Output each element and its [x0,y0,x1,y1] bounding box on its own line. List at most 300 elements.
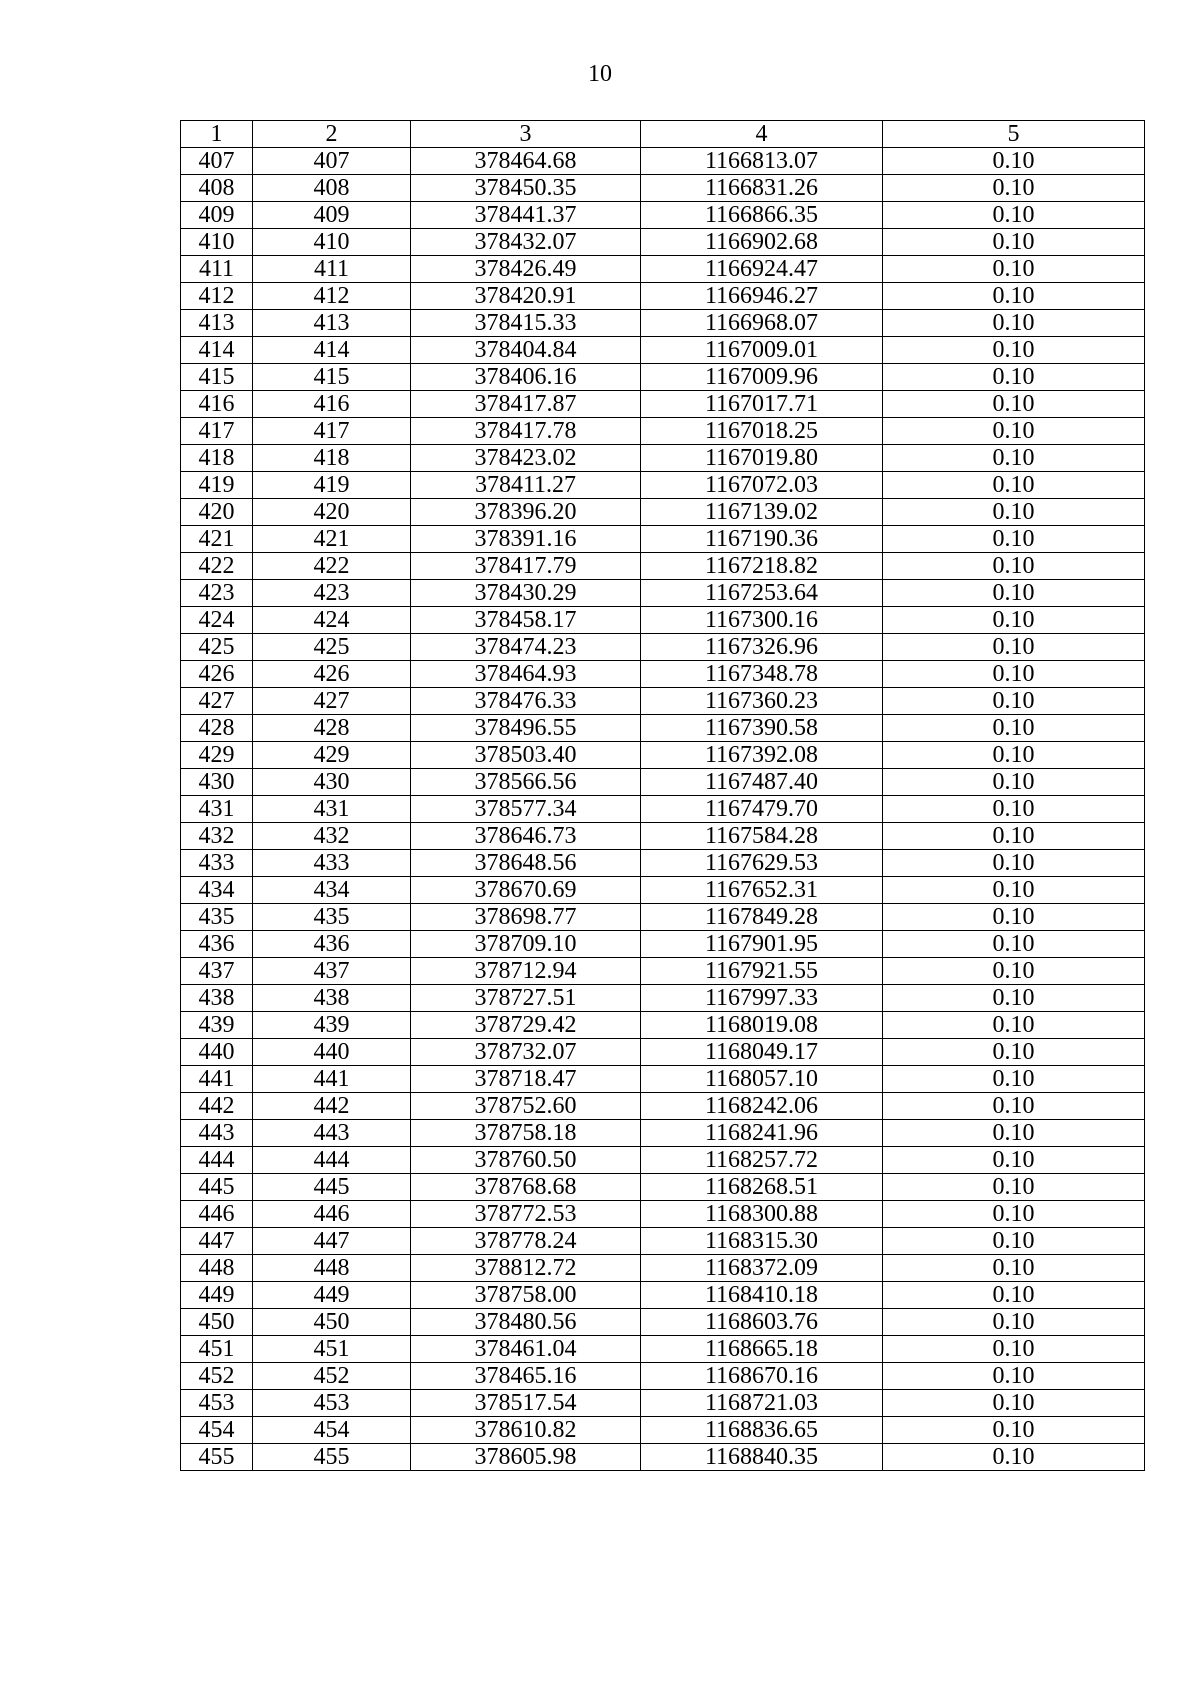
cell-accuracy: 0.10 [883,1039,1145,1066]
cell-x-coordinate: 378732.07 [411,1039,641,1066]
table-row [181,391,1145,418]
cell-x-coordinate: 378432.07 [411,229,641,256]
cell-x-coordinate: 378758.18 [411,1120,641,1147]
cell-accuracy: 0.10 [883,1390,1145,1417]
cell-accuracy: 0.10 [883,985,1145,1012]
table-row [181,688,1145,715]
cell-accuracy: 0.10 [883,877,1145,904]
cell-x-coordinate: 378712.94 [411,958,641,985]
table-row [181,1282,1145,1309]
cell-accuracy: 0.10 [883,472,1145,499]
table-row [181,1363,1145,1390]
cell-x-coordinate: 378503.40 [411,742,641,769]
table-header [181,121,1145,148]
cell-y-coordinate: 1168721.03 [641,1390,883,1417]
cell-y-coordinate: 1166813.07 [641,148,883,175]
cell-point-id: 424 [253,607,411,634]
cell-y-coordinate: 1168057.10 [641,1066,883,1093]
cell-x-coordinate: 378670.69 [411,877,641,904]
cell-x-coordinate: 378474.23 [411,634,641,661]
cell-accuracy: 0.10 [883,661,1145,688]
cell-accuracy: 0.10 [883,796,1145,823]
cell-accuracy: 0.10 [883,283,1145,310]
cell-point-number: 442 [181,1093,253,1120]
table-row [181,985,1145,1012]
cell-point-id: 454 [253,1417,411,1444]
cell-x-coordinate: 378727.51 [411,985,641,1012]
cell-point-number: 416 [181,391,253,418]
cell-point-number: 440 [181,1039,253,1066]
cell-point-id: 426 [253,661,411,688]
cell-point-id: 418 [253,445,411,472]
cell-x-coordinate: 378566.56 [411,769,641,796]
cell-y-coordinate: 1167218.82 [641,553,883,580]
cell-point-id: 415 [253,364,411,391]
table-row [181,796,1145,823]
cell-x-coordinate: 378496.55 [411,715,641,742]
cell-x-coordinate: 378709.10 [411,931,641,958]
cell-point-number: 419 [181,472,253,499]
table-row [181,877,1145,904]
cell-accuracy: 0.10 [883,1120,1145,1147]
cell-point-number: 408 [181,175,253,202]
cell-point-id: 413 [253,310,411,337]
cell-point-number: 433 [181,850,253,877]
cell-point-number: 407 [181,148,253,175]
cell-point-id: 407 [253,148,411,175]
table-row [181,364,1145,391]
cell-y-coordinate: 1168315.30 [641,1228,883,1255]
cell-point-id: 423 [253,580,411,607]
cell-y-coordinate: 1168840.35 [641,1444,883,1471]
table-row [181,1066,1145,1093]
table-row [181,202,1145,229]
cell-y-coordinate: 1167072.03 [641,472,883,499]
cell-point-id: 436 [253,931,411,958]
cell-x-coordinate: 378605.98 [411,1444,641,1471]
cell-accuracy: 0.10 [883,499,1145,526]
cell-y-coordinate: 1167139.02 [641,499,883,526]
cell-x-coordinate: 378464.68 [411,148,641,175]
cell-accuracy: 0.10 [883,1255,1145,1282]
cell-x-coordinate: 378426.49 [411,256,641,283]
cell-y-coordinate: 1166866.35 [641,202,883,229]
cell-point-id: 419 [253,472,411,499]
cell-point-id: 422 [253,553,411,580]
cell-point-id: 444 [253,1147,411,1174]
cell-point-number: 455 [181,1444,253,1471]
cell-accuracy: 0.10 [883,364,1145,391]
cell-y-coordinate: 1166902.68 [641,229,883,256]
cell-point-id: 435 [253,904,411,931]
cell-point-id: 439 [253,1012,411,1039]
cell-x-coordinate: 378396.20 [411,499,641,526]
cell-accuracy: 0.10 [883,391,1145,418]
cell-y-coordinate: 1166946.27 [641,283,883,310]
cell-y-coordinate: 1166831.26 [641,175,883,202]
table-row [181,337,1145,364]
cell-y-coordinate: 1168665.18 [641,1336,883,1363]
cell-point-id: 416 [253,391,411,418]
cell-accuracy: 0.10 [883,418,1145,445]
cell-x-coordinate: 378417.87 [411,391,641,418]
cell-point-number: 443 [181,1120,253,1147]
cell-accuracy: 0.10 [883,526,1145,553]
cell-point-number: 410 [181,229,253,256]
cell-y-coordinate: 1167009.96 [641,364,883,391]
cell-point-number: 451 [181,1336,253,1363]
cell-point-id: 408 [253,175,411,202]
cell-point-id: 430 [253,769,411,796]
cell-point-id: 452 [253,1363,411,1390]
cell-point-number: 414 [181,337,253,364]
cell-y-coordinate: 1167392.08 [641,742,883,769]
cell-y-coordinate: 1166968.07 [641,310,883,337]
cell-point-number: 447 [181,1228,253,1255]
cell-x-coordinate: 378718.47 [411,1066,641,1093]
cell-point-number: 436 [181,931,253,958]
cell-x-coordinate: 378480.56 [411,1309,641,1336]
cell-x-coordinate: 378758.00 [411,1282,641,1309]
table-row [181,958,1145,985]
table-row [181,607,1145,634]
cell-y-coordinate: 1168049.17 [641,1039,883,1066]
cell-point-id: 433 [253,850,411,877]
cell-accuracy: 0.10 [883,688,1145,715]
table-row [181,499,1145,526]
cell-point-number: 454 [181,1417,253,1444]
table-row [181,148,1145,175]
cell-point-number: 441 [181,1066,253,1093]
cell-accuracy: 0.10 [883,337,1145,364]
cell-x-coordinate: 378648.56 [411,850,641,877]
cell-x-coordinate: 378768.68 [411,1174,641,1201]
table-row [181,1012,1145,1039]
table-row [181,1255,1145,1282]
cell-accuracy: 0.10 [883,256,1145,283]
cell-point-number: 427 [181,688,253,715]
column-header-4: 4 [641,121,883,148]
cell-x-coordinate: 378417.78 [411,418,641,445]
cell-point-number: 453 [181,1390,253,1417]
cell-x-coordinate: 378391.16 [411,526,641,553]
cell-point-number: 438 [181,985,253,1012]
cell-x-coordinate: 378423.02 [411,445,641,472]
cell-point-number: 411 [181,256,253,283]
table-row [181,580,1145,607]
cell-y-coordinate: 1168410.18 [641,1282,883,1309]
cell-point-number: 415 [181,364,253,391]
table-row [181,1039,1145,1066]
cell-point-number: 422 [181,553,253,580]
cell-y-coordinate: 1167629.53 [641,850,883,877]
table-row [181,256,1145,283]
cell-accuracy: 0.10 [883,1363,1145,1390]
cell-x-coordinate: 378729.42 [411,1012,641,1039]
cell-y-coordinate: 1168242.06 [641,1093,883,1120]
column-header-2: 2 [253,121,411,148]
cell-x-coordinate: 378415.33 [411,310,641,337]
cell-y-coordinate: 1167479.70 [641,796,883,823]
table-row [181,418,1145,445]
cell-point-id: 453 [253,1390,411,1417]
cell-x-coordinate: 378417.79 [411,553,641,580]
column-header-5: 5 [883,121,1145,148]
table-row [181,553,1145,580]
cell-accuracy: 0.10 [883,1093,1145,1120]
cell-accuracy: 0.10 [883,904,1145,931]
table-row [181,634,1145,661]
table-row [181,904,1145,931]
cell-accuracy: 0.10 [883,958,1145,985]
cell-y-coordinate: 1168836.65 [641,1417,883,1444]
cell-point-id: 411 [253,256,411,283]
table-row [181,931,1145,958]
table-row [181,769,1145,796]
page-number: 10 [588,61,612,87]
table-row [181,1417,1145,1444]
cell-y-coordinate: 1167652.31 [641,877,883,904]
cell-point-number: 428 [181,715,253,742]
cell-y-coordinate: 1168268.51 [641,1174,883,1201]
cell-point-number: 450 [181,1309,253,1336]
cell-point-number: 444 [181,1147,253,1174]
cell-x-coordinate: 378646.73 [411,823,641,850]
cell-x-coordinate: 378406.16 [411,364,641,391]
cell-accuracy: 0.10 [883,1201,1145,1228]
cell-point-number: 426 [181,661,253,688]
cell-x-coordinate: 378517.54 [411,1390,641,1417]
cell-accuracy: 0.10 [883,1444,1145,1471]
cell-point-id: 449 [253,1282,411,1309]
cell-y-coordinate: 1167997.33 [641,985,883,1012]
cell-y-coordinate: 1167348.78 [641,661,883,688]
cell-y-coordinate: 1167360.23 [641,688,883,715]
cell-y-coordinate: 1167019.80 [641,445,883,472]
cell-accuracy: 0.10 [883,1309,1145,1336]
cell-y-coordinate: 1168372.09 [641,1255,883,1282]
cell-point-id: 440 [253,1039,411,1066]
table-row [181,715,1145,742]
cell-point-id: 434 [253,877,411,904]
cell-point-id: 455 [253,1444,411,1471]
cell-point-number: 446 [181,1201,253,1228]
cell-point-number: 435 [181,904,253,931]
cell-x-coordinate: 378760.50 [411,1147,641,1174]
cell-x-coordinate: 378772.53 [411,1201,641,1228]
cell-accuracy: 0.10 [883,202,1145,229]
cell-accuracy: 0.10 [883,823,1145,850]
cell-point-number: 445 [181,1174,253,1201]
table-row [181,472,1145,499]
cell-y-coordinate: 1168300.88 [641,1201,883,1228]
cell-y-coordinate: 1167487.40 [641,769,883,796]
cell-y-coordinate: 1167584.28 [641,823,883,850]
cell-point-number: 412 [181,283,253,310]
table-row [181,661,1145,688]
cell-point-number: 437 [181,958,253,985]
cell-accuracy: 0.10 [883,1228,1145,1255]
cell-y-coordinate: 1168257.72 [641,1147,883,1174]
cell-x-coordinate: 378465.16 [411,1363,641,1390]
cell-x-coordinate: 378420.91 [411,283,641,310]
cell-x-coordinate: 378610.82 [411,1417,641,1444]
cell-point-id: 438 [253,985,411,1012]
cell-x-coordinate: 378450.35 [411,175,641,202]
cell-x-coordinate: 378464.93 [411,661,641,688]
cell-point-id: 417 [253,418,411,445]
cell-accuracy: 0.10 [883,148,1145,175]
cell-point-number: 448 [181,1255,253,1282]
table-row [181,445,1145,472]
cell-y-coordinate: 1167849.28 [641,904,883,931]
cell-point-number: 413 [181,310,253,337]
cell-accuracy: 0.10 [883,175,1145,202]
cell-point-id: 448 [253,1255,411,1282]
cell-accuracy: 0.10 [883,1417,1145,1444]
table-row [181,1201,1145,1228]
cell-point-id: 421 [253,526,411,553]
header-row [181,121,1145,148]
cell-accuracy: 0.10 [883,931,1145,958]
cell-y-coordinate: 1166924.47 [641,256,883,283]
cell-accuracy: 0.10 [883,715,1145,742]
cell-point-number: 452 [181,1363,253,1390]
table-row [181,1147,1145,1174]
cell-point-number: 409 [181,202,253,229]
cell-x-coordinate: 378577.34 [411,796,641,823]
table-body [181,148,1145,1471]
cell-accuracy: 0.10 [883,769,1145,796]
cell-accuracy: 0.10 [883,1282,1145,1309]
cell-x-coordinate: 378698.77 [411,904,641,931]
cell-point-number: 430 [181,769,253,796]
cell-point-id: 450 [253,1309,411,1336]
table-row [181,1093,1145,1120]
cell-point-id: 451 [253,1336,411,1363]
cell-point-id: 441 [253,1066,411,1093]
cell-point-number: 425 [181,634,253,661]
table-row [181,823,1145,850]
cell-point-id: 443 [253,1120,411,1147]
cell-y-coordinate: 1167009.01 [641,337,883,364]
table-row [181,310,1145,337]
table-row [181,526,1145,553]
cell-x-coordinate: 378752.60 [411,1093,641,1120]
cell-y-coordinate: 1167017.71 [641,391,883,418]
cell-x-coordinate: 378812.72 [411,1255,641,1282]
cell-point-id: 425 [253,634,411,661]
cell-x-coordinate: 378458.17 [411,607,641,634]
cell-point-number: 432 [181,823,253,850]
cell-point-number: 424 [181,607,253,634]
cell-accuracy: 0.10 [883,1147,1145,1174]
cell-point-number: 431 [181,796,253,823]
table-row [181,283,1145,310]
cell-accuracy: 0.10 [883,850,1145,877]
cell-point-number: 420 [181,499,253,526]
cell-y-coordinate: 1168670.16 [641,1363,883,1390]
cell-accuracy: 0.10 [883,1174,1145,1201]
cell-x-coordinate: 378411.27 [411,472,641,499]
cell-point-id: 410 [253,229,411,256]
cell-x-coordinate: 378441.37 [411,202,641,229]
cell-accuracy: 0.10 [883,445,1145,472]
coordinates-table [180,120,1145,1471]
cell-point-id: 445 [253,1174,411,1201]
cell-accuracy: 0.10 [883,229,1145,256]
cell-y-coordinate: 1167901.95 [641,931,883,958]
cell-y-coordinate: 1168603.76 [641,1309,883,1336]
table-row [181,1174,1145,1201]
cell-y-coordinate: 1167190.36 [641,526,883,553]
cell-accuracy: 0.10 [883,607,1145,634]
cell-x-coordinate: 378476.33 [411,688,641,715]
cell-x-coordinate: 378430.29 [411,580,641,607]
cell-accuracy: 0.10 [883,580,1145,607]
table-row [181,1228,1145,1255]
table-row [181,850,1145,877]
cell-y-coordinate: 1167326.96 [641,634,883,661]
column-header-3: 3 [411,121,641,148]
cell-y-coordinate: 1168241.96 [641,1120,883,1147]
cell-point-id: 414 [253,337,411,364]
cell-y-coordinate: 1167300.16 [641,607,883,634]
cell-point-number: 421 [181,526,253,553]
cell-point-id: 429 [253,742,411,769]
cell-point-id: 409 [253,202,411,229]
cell-point-id: 446 [253,1201,411,1228]
cell-x-coordinate: 378461.04 [411,1336,641,1363]
cell-y-coordinate: 1167921.55 [641,958,883,985]
table-row [181,1444,1145,1471]
cell-point-number: 434 [181,877,253,904]
cell-point-id: 447 [253,1228,411,1255]
cell-accuracy: 0.10 [883,1336,1145,1363]
cell-point-id: 428 [253,715,411,742]
cell-point-id: 427 [253,688,411,715]
table-row [181,229,1145,256]
cell-point-number: 439 [181,1012,253,1039]
cell-accuracy: 0.10 [883,1012,1145,1039]
cell-y-coordinate: 1167018.25 [641,418,883,445]
cell-point-id: 432 [253,823,411,850]
cell-x-coordinate: 378404.84 [411,337,641,364]
cell-x-coordinate: 378778.24 [411,1228,641,1255]
table-row [181,1390,1145,1417]
table-row [181,1120,1145,1147]
cell-y-coordinate: 1168019.08 [641,1012,883,1039]
cell-point-id: 437 [253,958,411,985]
cell-point-id: 431 [253,796,411,823]
cell-point-number: 417 [181,418,253,445]
cell-point-number: 418 [181,445,253,472]
table-row [181,1336,1145,1363]
cell-point-id: 442 [253,1093,411,1120]
cell-accuracy: 0.10 [883,742,1145,769]
cell-y-coordinate: 1167390.58 [641,715,883,742]
cell-point-number: 429 [181,742,253,769]
cell-point-number: 449 [181,1282,253,1309]
cell-accuracy: 0.10 [883,1066,1145,1093]
cell-y-coordinate: 1167253.64 [641,580,883,607]
cell-point-number: 423 [181,580,253,607]
table-row [181,742,1145,769]
cell-point-id: 412 [253,283,411,310]
cell-accuracy: 0.10 [883,310,1145,337]
column-header-1: 1 [181,121,253,148]
cell-point-id: 420 [253,499,411,526]
